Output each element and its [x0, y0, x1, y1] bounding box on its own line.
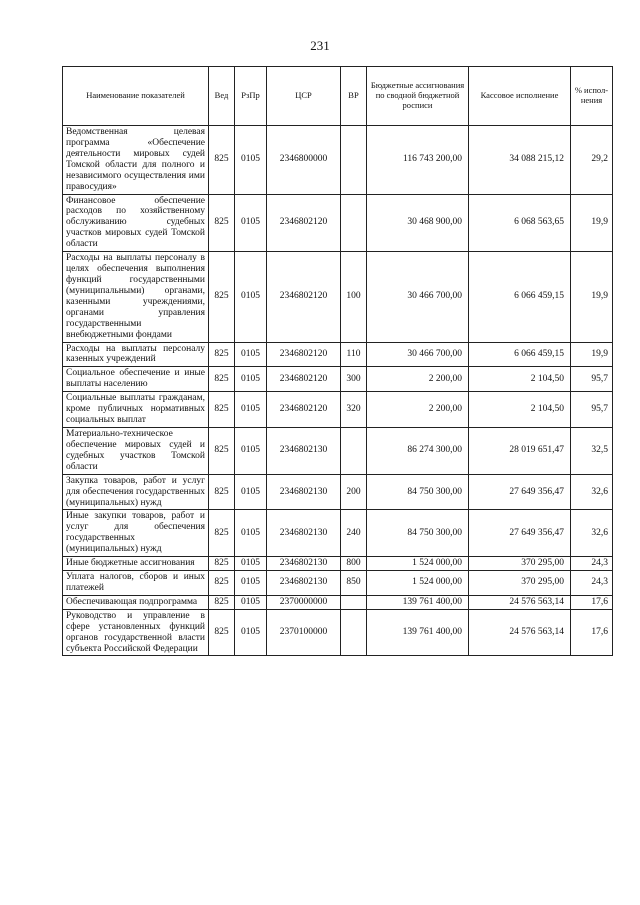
cell-name: Руководство и управление в сфере установленных функций органов государственной власти субъекта Российской Федерации — [63, 609, 209, 656]
cell-cash: 27 649 356,47 — [469, 510, 571, 557]
cell-name: Иные закупки товаров, работ и услуг для обеспечения государственных (муниципальных) нужд — [63, 510, 209, 557]
table-header-row — [63, 67, 613, 126]
cell-rzpr: 0105 — [235, 571, 267, 596]
page-number: 231 — [310, 38, 330, 53]
cell-budget: 84 750 300,00 — [367, 510, 469, 557]
cell-cash: 2 104,50 — [469, 392, 571, 428]
cell-pct: 32,6 — [571, 510, 613, 557]
cell-ved: 825 — [209, 510, 235, 557]
cell-name: Социальные выплаты гражданам, кроме публичных нормативных социальных выплат — [63, 392, 209, 428]
cell-ved: 825 — [209, 342, 235, 367]
cell-cash: 370 295,00 — [469, 557, 571, 571]
cell-rzpr: 0105 — [235, 194, 267, 252]
cell-cash: 27 649 356,47 — [469, 474, 571, 510]
cell-csr: 2346802120 — [267, 252, 341, 342]
cell-vr: 300 — [341, 367, 367, 392]
cell-rzpr: 0105 — [235, 252, 267, 342]
cell-budget: 139 761 400,00 — [367, 595, 469, 609]
cell-rzpr: 0105 — [235, 342, 267, 367]
cell-vr: 850 — [341, 571, 367, 596]
header-pct: % испол-нения — [571, 67, 613, 126]
cell-budget: 1 524 000,00 — [367, 571, 469, 596]
cell-budget: 30 466 700,00 — [367, 342, 469, 367]
cell-cash: 6 066 459,15 — [469, 342, 571, 367]
table-row — [63, 557, 613, 571]
table-row — [63, 367, 613, 392]
cell-pct: 17,6 — [571, 609, 613, 656]
cell-name: Обеспечивающая подпрограмма — [63, 595, 209, 609]
cell-vr: 200 — [341, 474, 367, 510]
cell-csr: 2346802130 — [267, 474, 341, 510]
table-row — [63, 126, 613, 195]
table-row — [63, 510, 613, 557]
cell-name: Закупка товаров, работ и услуг для обеспечения государственных (муниципальных) нужд — [63, 474, 209, 510]
cell-vr — [341, 595, 367, 609]
cell-name: Расходы на выплаты персоналу казенных учреждений — [63, 342, 209, 367]
cell-ved: 825 — [209, 557, 235, 571]
table-row — [63, 342, 613, 367]
header-csr: ЦСР — [267, 67, 341, 126]
cell-vr: 320 — [341, 392, 367, 428]
cell-rzpr: 0105 — [235, 609, 267, 656]
cell-name: Ведомственная целевая программа «Обеспечение деятельности мировых судей Томской области для полного и независимого осуществления ими правосудия» — [63, 126, 209, 195]
cell-budget: 2 200,00 — [367, 367, 469, 392]
cell-vr: 800 — [341, 557, 367, 571]
cell-rzpr: 0105 — [235, 392, 267, 428]
cell-ved: 825 — [209, 252, 235, 342]
cell-ved: 825 — [209, 126, 235, 195]
cell-cash: 24 576 563,14 — [469, 595, 571, 609]
cell-rzpr: 0105 — [235, 126, 267, 195]
cell-ved: 825 — [209, 571, 235, 596]
header-ved: Вед — [209, 67, 235, 126]
cell-cash: 370 295,00 — [469, 571, 571, 596]
cell-cash: 34 088 215,12 — [469, 126, 571, 195]
cell-pct: 95,7 — [571, 367, 613, 392]
cell-rzpr: 0105 — [235, 510, 267, 557]
cell-rzpr: 0105 — [235, 557, 267, 571]
cell-ved: 825 — [209, 474, 235, 510]
cell-pct: 24,3 — [571, 557, 613, 571]
cell-csr: 2346802130 — [267, 571, 341, 596]
cell-cash: 6 066 459,15 — [469, 252, 571, 342]
cell-budget: 86 274 300,00 — [367, 427, 469, 474]
cell-budget: 30 466 700,00 — [367, 252, 469, 342]
cell-vr — [341, 194, 367, 252]
header-vr: ВР — [341, 67, 367, 126]
cell-name: Материально-техническое обеспечение мировых судей и судебных участков Томской области — [63, 427, 209, 474]
cell-cash: 2 104,50 — [469, 367, 571, 392]
cell-pct: 32,5 — [571, 427, 613, 474]
cell-csr: 2346802130 — [267, 427, 341, 474]
cell-vr — [341, 609, 367, 656]
header-cash: Кассовое исполнение — [469, 67, 571, 126]
cell-cash: 24 576 563,14 — [469, 609, 571, 656]
header-budget: Бюджетные ассигнования по сводной бюджетной росписи — [367, 67, 469, 126]
cell-csr: 2346802130 — [267, 510, 341, 557]
cell-name: Иные бюджетные ассигнования — [63, 557, 209, 571]
table-row — [63, 609, 613, 656]
cell-budget: 139 761 400,00 — [367, 609, 469, 656]
cell-budget: 116 743 200,00 — [367, 126, 469, 195]
cell-rzpr: 0105 — [235, 474, 267, 510]
cell-pct: 19,9 — [571, 194, 613, 252]
table-row — [63, 571, 613, 596]
cell-vr — [341, 427, 367, 474]
cell-cash: 6 068 563,65 — [469, 194, 571, 252]
cell-budget: 84 750 300,00 — [367, 474, 469, 510]
cell-vr: 100 — [341, 252, 367, 342]
cell-budget: 1 524 000,00 — [367, 557, 469, 571]
cell-name: Социальное обеспечение и иные выплаты населению — [63, 367, 209, 392]
cell-budget: 2 200,00 — [367, 392, 469, 428]
cell-csr: 2370100000 — [267, 609, 341, 656]
table-row — [63, 392, 613, 428]
cell-pct: 17,6 — [571, 595, 613, 609]
table-row — [63, 427, 613, 474]
cell-rzpr: 0105 — [235, 595, 267, 609]
cell-rzpr: 0105 — [235, 427, 267, 474]
cell-name: Уплата налогов, сборов и иных платежей — [63, 571, 209, 596]
cell-csr: 2346802120 — [267, 367, 341, 392]
table-body — [63, 126, 613, 656]
cell-cash: 28 019 651,47 — [469, 427, 571, 474]
budget-table — [62, 66, 613, 656]
cell-csr: 2370000000 — [267, 595, 341, 609]
cell-vr: 240 — [341, 510, 367, 557]
table-row — [63, 252, 613, 342]
cell-name: Финансовое обеспечение расходов по хозяйственному обслуживанию судебных участков мировых судей Томской области — [63, 194, 209, 252]
cell-vr — [341, 126, 367, 195]
cell-ved: 825 — [209, 609, 235, 656]
cell-pct: 24,3 — [571, 571, 613, 596]
table-row — [63, 595, 613, 609]
cell-csr: 2346802120 — [267, 194, 341, 252]
cell-budget: 30 468 900,00 — [367, 194, 469, 252]
cell-csr: 2346802130 — [267, 557, 341, 571]
cell-ved: 825 — [209, 367, 235, 392]
cell-rzpr: 0105 — [235, 367, 267, 392]
cell-pct: 32,6 — [571, 474, 613, 510]
cell-csr: 2346802120 — [267, 392, 341, 428]
cell-ved: 825 — [209, 595, 235, 609]
cell-pct: 29,2 — [571, 126, 613, 195]
cell-vr: 110 — [341, 342, 367, 367]
header-name: Наименование показателей — [63, 67, 209, 126]
header-rzpr: РзПр — [235, 67, 267, 126]
cell-csr: 2346800000 — [267, 126, 341, 195]
table-row — [63, 194, 613, 252]
cell-csr: 2346802120 — [267, 342, 341, 367]
cell-ved: 825 — [209, 194, 235, 252]
cell-pct: 19,9 — [571, 342, 613, 367]
table-row — [63, 474, 613, 510]
cell-pct: 95,7 — [571, 392, 613, 428]
cell-ved: 825 — [209, 427, 235, 474]
cell-pct: 19,9 — [571, 252, 613, 342]
cell-ved: 825 — [209, 392, 235, 428]
cell-name: Расходы на выплаты персоналу в целях обеспечения выполнения функций государственными (муниципальными) органами, казенными учреждениями, органами управления государственными внебюджетными фондами — [63, 252, 209, 342]
